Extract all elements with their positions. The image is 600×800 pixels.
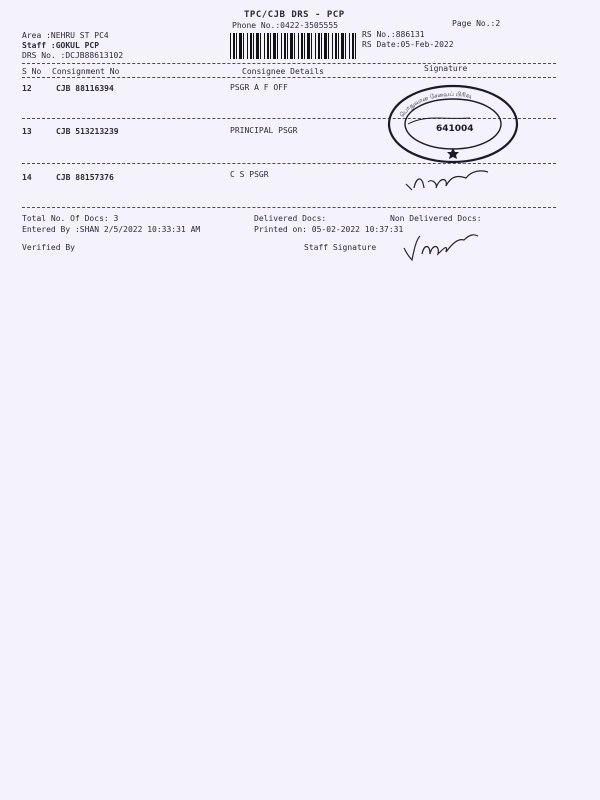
row-consignee: PSGR A F OFF [230,83,288,92]
page-number: Page No.:2 [452,19,501,28]
verified-by-label: Verified By [22,243,75,252]
staff-signature-label: Staff Signature [304,243,377,252]
row-consignment: CJB 513213239 [56,127,119,136]
col-consignment-header: Consignment No [52,67,120,76]
staff-signature-mark [400,230,480,266]
col-signature-header: Signature [424,64,468,73]
entered-by: Entered By :SHAN 2/5/2022 10:33:31 AM [22,225,201,234]
document-title: TPC/CJB DRS - PCP [244,10,345,20]
non-delivered-docs: Non Delivered Docs: [390,214,482,223]
rs-number: RS No.:886131 [362,30,425,39]
phone-number: Phone No.:0422-3505555 [232,21,338,30]
drs-number: DRS No. :DCJB88613102 [22,51,124,60]
row-sno: 13 [22,127,32,136]
seal-stamp-icon [386,84,520,164]
row-sno: 14 [22,173,32,182]
col-consignee-header: Consignee Details [242,67,324,76]
printed-on: Printed on: 05-02-2022 10:37:31 [254,225,404,234]
svg-text:641004: 641004 [436,124,474,134]
delivered-docs: Delivered Docs: [254,214,327,223]
col-sno-header: S No [22,67,42,76]
row-consignee: C S PSGR [230,170,269,179]
divider [22,207,556,208]
divider [22,63,556,64]
staff-field: Staff :GOKUL PCP [22,41,100,50]
row-sno: 12 [22,84,32,93]
row-consignment: CJB 88157376 [56,173,114,182]
svg-text:பொதுவான சேவைப் பிரிவு: பொதுவான சேவைப் பிரிவு [398,90,473,119]
row-consignee: PRINCIPAL PSGR [230,126,298,135]
row-consignment: CJB 88116394 [56,84,114,93]
signature-mark [402,168,492,200]
area-field: Area :NEHRU ST PC4 [22,31,109,40]
divider [22,77,556,78]
total-docs: Total No. Of Docs: 3 [22,214,119,223]
barcode [230,33,356,59]
rs-date: RS Date:05-Feb-2022 [362,40,454,49]
